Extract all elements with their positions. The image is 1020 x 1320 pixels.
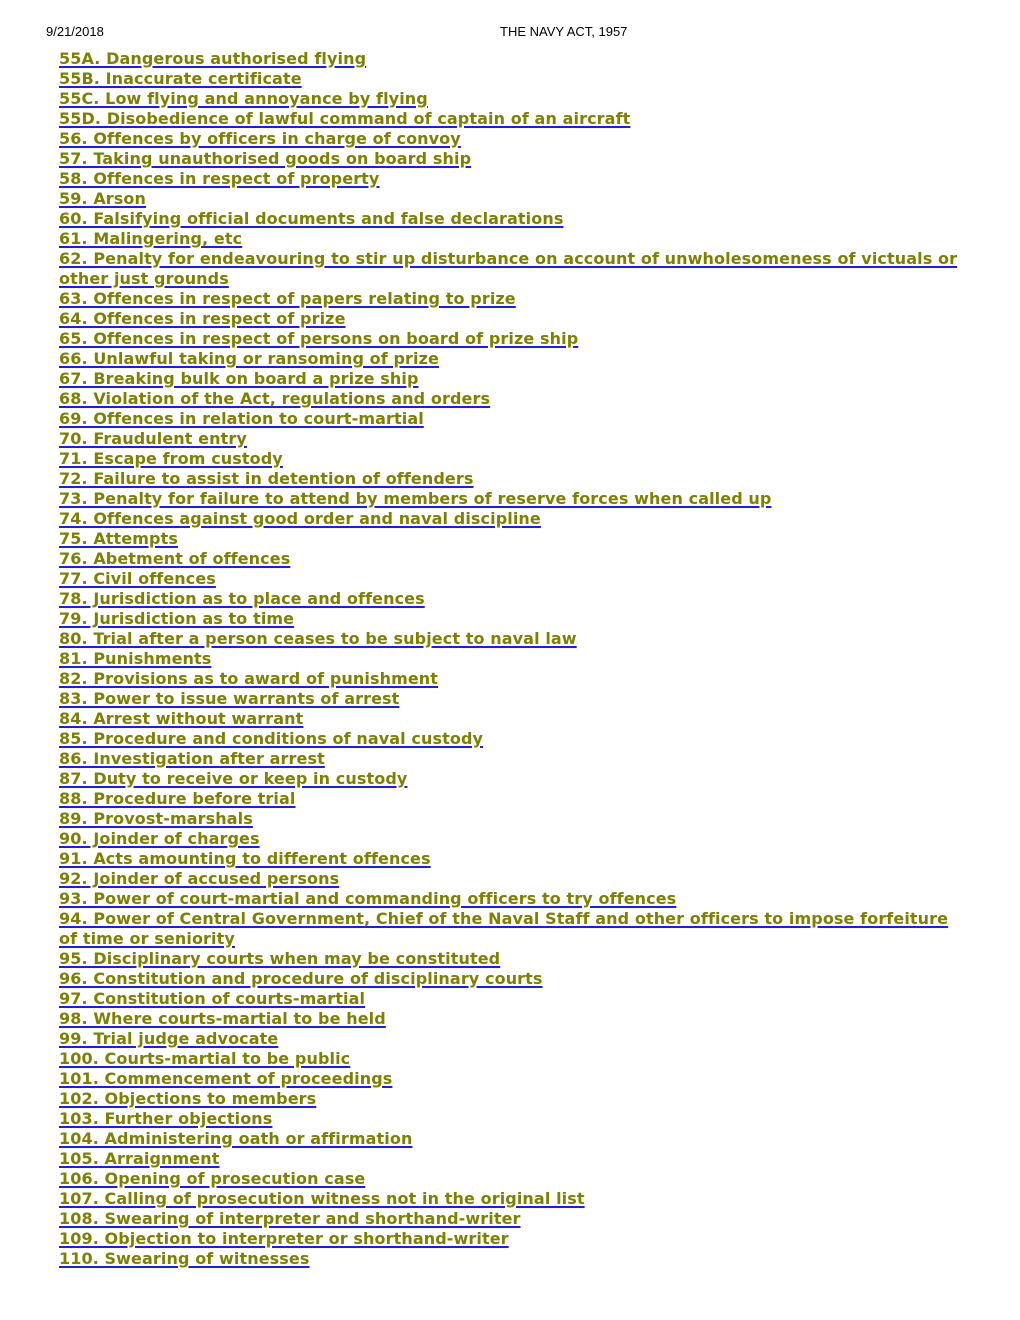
section-link[interactable]: 108. Swearing of interpreter and shorthand-writer — [59, 1209, 521, 1228]
section-link[interactable]: 109. Objection to interpreter or shorthand-writer — [59, 1229, 509, 1248]
section-link[interactable]: 101. Commencement of proceedings — [59, 1069, 393, 1088]
section-link[interactable]: 77. Civil offences — [59, 569, 216, 588]
section-link[interactable]: 89. Provost-marshals — [59, 809, 253, 828]
section-link[interactable]: 81. Punishments — [59, 649, 212, 668]
section-link[interactable]: 68. Violation of the Act, regulations and orders — [59, 389, 491, 408]
section-link[interactable]: 56. Offences by officers in charge of convoy — [59, 129, 461, 148]
section-link[interactable]: 86. Investigation after arrest — [59, 749, 325, 768]
section-link[interactable]: 65. Offences in respect of persons on board of prize ship — [59, 329, 579, 348]
section-link[interactable]: 58. Offences in respect of property — [59, 169, 380, 188]
section-link[interactable]: 78. Jurisdiction as to place and offences — [59, 589, 425, 608]
section-link[interactable]: 59. Arson — [59, 189, 146, 208]
section-link[interactable]: 107. Calling of prosecution witness not in the original list — [59, 1189, 585, 1208]
section-link[interactable]: 99. Trial judge advocate — [59, 1029, 279, 1048]
section-link[interactable]: 106. Opening of prosecution case — [59, 1169, 366, 1188]
section-link[interactable]: 75. Attempts — [59, 529, 178, 548]
section-link[interactable]: 62. Penalty for endeavouring to stir up disturbance on account of unwholesomeness of victuals or other just grounds — [59, 249, 958, 288]
section-link-list — [59, 49, 964, 1269]
section-link[interactable]: 60. Falsifying official documents and false declarations — [59, 209, 564, 228]
section-link[interactable]: 100. Courts-martial to be public — [59, 1049, 351, 1068]
section-link[interactable]: 76. Abetment of offences — [59, 549, 291, 568]
section-link[interactable]: 55B. Inaccurate certificate — [59, 69, 302, 88]
section-link[interactable]: 74. Offences against good order and naval discipline — [59, 509, 541, 528]
section-link[interactable]: 102. Objections to members — [59, 1089, 317, 1108]
section-link[interactable]: 84. Arrest without warrant — [59, 709, 304, 728]
section-link[interactable]: 103. Further objections — [59, 1109, 273, 1128]
section-link[interactable]: 96. Constitution and procedure of disciplinary courts — [59, 969, 543, 988]
section-link[interactable]: 55C. Low flying and annoyance by flying — [59, 89, 428, 108]
section-link[interactable]: 55A. Dangerous authorised flying — [59, 49, 367, 68]
section-link[interactable]: 61. Malingering, etc — [59, 229, 243, 248]
section-link[interactable]: 92. Joinder of accused persons — [59, 869, 340, 888]
section-link[interactable]: 104. Administering oath or affirmation — [59, 1129, 413, 1148]
section-link[interactable]: 70. Fraudulent entry — [59, 429, 247, 448]
section-link[interactable]: 73. Penalty for failure to attend by members of reserve forces when called up — [59, 489, 772, 508]
section-link[interactable]: 88. Procedure before trial — [59, 789, 296, 808]
section-link[interactable]: 93. Power of court-martial and commanding officers to try offences — [59, 889, 677, 908]
section-link[interactable]: 66. Unlawful taking or ransoming of prize — [59, 349, 439, 368]
section-link[interactable]: 91. Acts amounting to different offences — [59, 849, 431, 868]
section-link[interactable]: 83. Power to issue warrants of arrest — [59, 689, 400, 708]
print-date: 9/21/2018 — [46, 24, 104, 39]
section-link[interactable]: 87. Duty to receive or keep in custody — [59, 769, 408, 788]
section-link[interactable]: 64. Offences in respect of prize — [59, 309, 346, 328]
section-link[interactable]: 97. Constitution of courts-martial — [59, 989, 366, 1008]
section-link[interactable]: 57. Taking unauthorised goods on board ship — [59, 149, 472, 168]
section-link[interactable]: 105. Arraignment — [59, 1149, 220, 1168]
section-link[interactable]: 80. Trial after a person ceases to be subject to naval law — [59, 629, 577, 648]
section-link[interactable]: 79. Jurisdiction as to time — [59, 609, 295, 628]
section-link[interactable]: 63. Offences in respect of papers relating to prize — [59, 289, 516, 308]
section-link[interactable]: 71. Escape from custody — [59, 449, 283, 468]
document-title: THE NAVY ACT, 1957 — [500, 24, 628, 39]
section-link[interactable]: 90. Joinder of charges — [59, 829, 260, 848]
section-link[interactable]: 110. Swearing of witnesses — [59, 1249, 310, 1268]
section-link[interactable]: 72. Failure to assist in detention of offenders — [59, 469, 474, 488]
section-link[interactable]: 67. Breaking bulk on board a prize ship — [59, 369, 419, 388]
section-link[interactable]: 82. Provisions as to award of punishment — [59, 669, 439, 688]
section-link[interactable]: 85. Procedure and conditions of naval custody — [59, 729, 484, 748]
section-link[interactable]: 94. Power of Central Government, Chief of the Naval Staff and other officers to impose forfeiture of time or seniority — [59, 909, 949, 948]
section-link[interactable]: 98. Where courts-martial to be held — [59, 1009, 386, 1028]
section-link[interactable]: 55D. Disobedience of lawful command of captain of an aircraft — [59, 109, 631, 128]
section-link[interactable]: 69. Offences in relation to court-martial — [59, 409, 424, 428]
section-link[interactable]: 95. Disciplinary courts when may be constituted — [59, 949, 501, 968]
